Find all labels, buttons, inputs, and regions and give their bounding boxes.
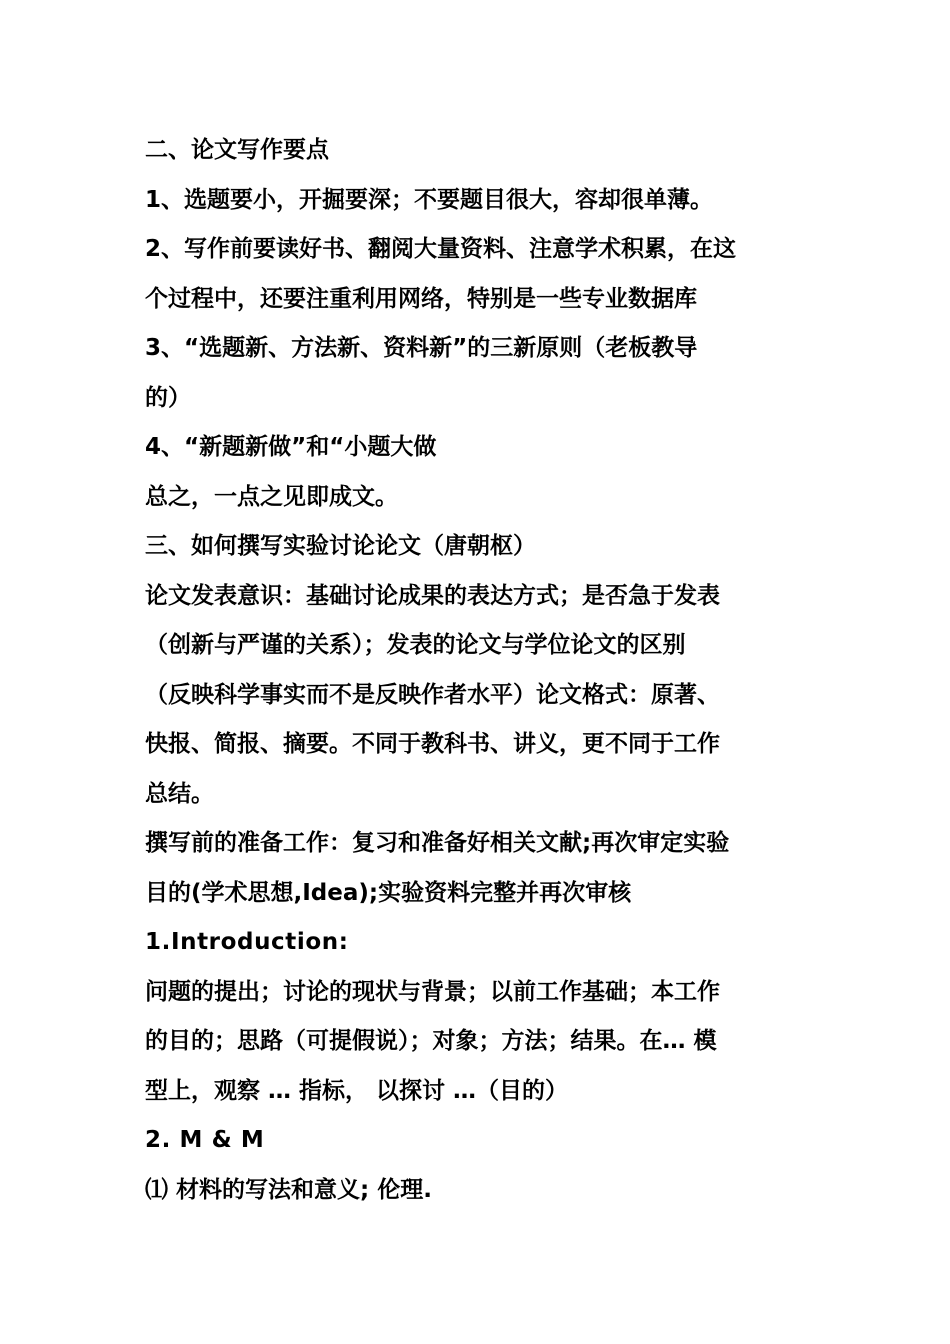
text-line: ⑴ 材料的写法和意义; 伦理. (145, 1176, 432, 1203)
text-line: 的目的；思路（可提假说）；对象；方法；结果。在… 模 (145, 1028, 717, 1054)
text-line: 快报、简报、摘要。不同于教科书、讲义，更不同于工作 (145, 731, 720, 757)
document-body (145, 126, 810, 1215)
text-line: 4、“新题新做”和“小题大做 (145, 434, 437, 460)
section-heading: 二、论文写作要点 (145, 137, 329, 163)
text-line: （反映科学事实而不是反映作者水平）论文格式：原著、 (145, 681, 720, 708)
text-line: 3、“选题新、方法新、资料新”的三新原则（老板教导 (145, 335, 698, 361)
text-line: 2、写作前要读好书、翻阅大量资料、注意学术积累，在这 (145, 236, 737, 262)
text-line: 问题的提出；讨论的现状与背景；以前工作基础；本工作 (145, 978, 720, 1005)
text-line: 个过程中，还要注重利用网络，特别是一些专业数据库 (145, 285, 697, 312)
text-line: 型上，观察 … 指标， 以探讨 …（目的） (145, 1077, 569, 1104)
subsection-heading: 1.Introduction: (145, 929, 349, 955)
text-line: 目的(学术思想,Idea);实验资料完整并再次审核 (145, 879, 632, 906)
text-line: （创新与严谨的关系）；发表的论文与学位论文的区别 (145, 632, 686, 658)
section-heading: 三、如何撰写实验讨论论文（唐朝枢） (145, 533, 536, 559)
text-line: 撰写前的准备工作：复习和准备好相关文献;再次审定实验 (145, 830, 730, 856)
text-line: 总结。 (145, 780, 214, 807)
text-line: 1、选题要小，开掘要深；不要题目很大，容却很单薄。 (145, 186, 714, 213)
text-line: 的） (145, 384, 191, 411)
text-line: 总之，一点之见即成文。 (145, 483, 398, 510)
subsection-heading: 2. M & M (145, 1127, 265, 1153)
text-line: 论文发表意识：基础讨论成果的表达方式；是否急于发表 (145, 582, 720, 609)
